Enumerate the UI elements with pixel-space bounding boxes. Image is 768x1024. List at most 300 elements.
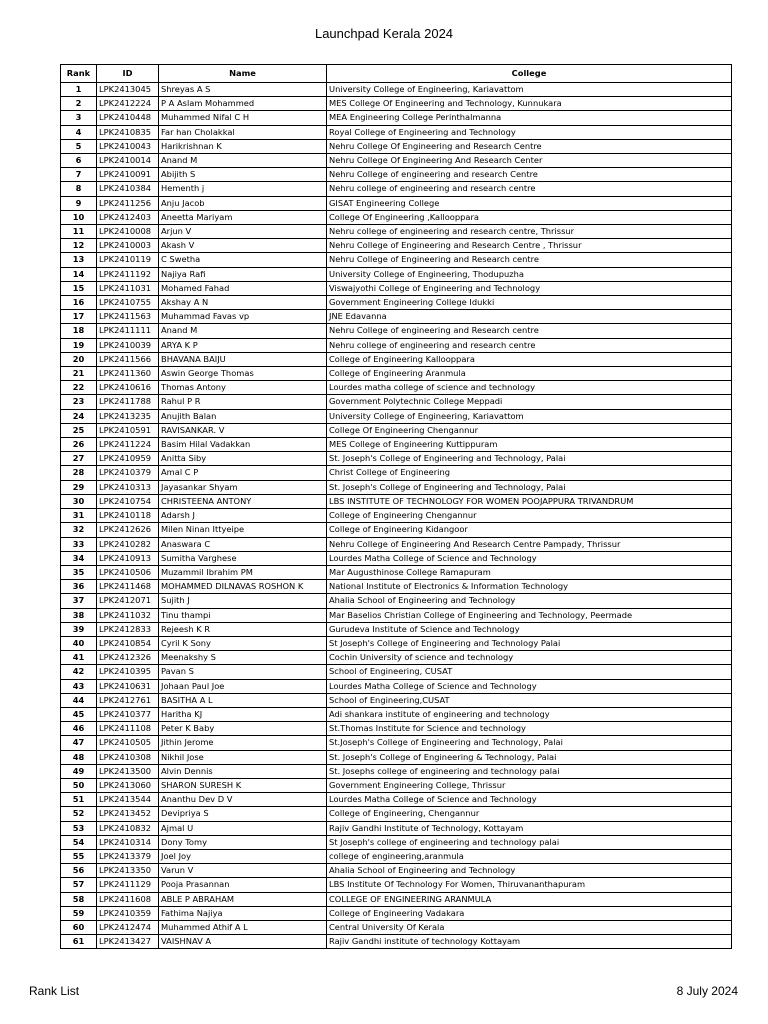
cell-college: Ahalia School of Engineering and Technology <box>327 864 732 878</box>
table-row <box>61 296 732 310</box>
table-row <box>61 281 732 295</box>
cell-name: Pavan S <box>159 665 327 679</box>
cell-rank: 9 <box>61 196 97 210</box>
cell-name: Varun V <box>159 864 327 878</box>
cell-college: St. Josephs college of engineering and technology palai <box>327 764 732 778</box>
cell-id: LPK2413045 <box>97 83 159 97</box>
table-row <box>61 651 732 665</box>
cell-id: LPK2410754 <box>97 494 159 508</box>
cell-rank: 1 <box>61 83 97 97</box>
cell-rank: 26 <box>61 438 97 452</box>
table-row <box>61 310 732 324</box>
cell-college: Rajiv Gandhi institute of technology Kottayam <box>327 935 732 949</box>
table-row <box>61 168 732 182</box>
cell-name: Jayasankar Shyam <box>159 480 327 494</box>
cell-college: University College of Engineering, Kariavattom <box>327 409 732 423</box>
cell-id: LPK2410379 <box>97 466 159 480</box>
cell-college: St. Joseph's College of Engineering & Technology, Palai <box>327 750 732 764</box>
cell-name: MOHAMMED DILNAVAS ROSHON K <box>159 580 327 594</box>
cell-college: Cochin University of science and technology <box>327 651 732 665</box>
cell-rank: 3 <box>61 111 97 125</box>
cell-rank: 51 <box>61 793 97 807</box>
cell-college: Nehru College Of Engineering And Research Center <box>327 154 732 168</box>
table-row <box>61 594 732 608</box>
cell-id: LPK2410832 <box>97 821 159 835</box>
cell-name: C Swetha <box>159 253 327 267</box>
cell-college: St Joseph's college of engineering and technology palai <box>327 835 732 849</box>
table-row <box>61 196 732 210</box>
cell-id: LPK2411788 <box>97 395 159 409</box>
table-row <box>61 864 732 878</box>
cell-rank: 52 <box>61 807 97 821</box>
cell-name: Ajmal U <box>159 821 327 835</box>
table-row <box>61 423 732 437</box>
cell-name: Pooja Prasannan <box>159 878 327 892</box>
cell-college: Nehru college of engineering and research centre <box>327 182 732 196</box>
table-row <box>61 707 732 721</box>
cell-college: LBS Institute Of Technology For Women, Thiruvananthapuram <box>327 878 732 892</box>
cell-rank: 56 <box>61 864 97 878</box>
cell-rank: 48 <box>61 750 97 764</box>
cell-id: LPK2413427 <box>97 935 159 949</box>
table-row <box>61 182 732 196</box>
cell-college: MES College of Engineering Kuttippuram <box>327 438 732 452</box>
cell-rank: 24 <box>61 409 97 423</box>
cell-id: LPK2410014 <box>97 154 159 168</box>
table-row <box>61 565 732 579</box>
cell-rank: 50 <box>61 778 97 792</box>
cell-id: LPK2410913 <box>97 551 159 565</box>
cell-id: LPK2411360 <box>97 367 159 381</box>
cell-college: University College of Engineering, Kariavattom <box>327 83 732 97</box>
cell-rank: 46 <box>61 722 97 736</box>
cell-college: College of Engineering Kidangoor <box>327 523 732 537</box>
cell-id: LPK2410591 <box>97 423 159 437</box>
cell-rank: 58 <box>61 892 97 906</box>
cell-rank: 57 <box>61 878 97 892</box>
cell-id: LPK2412403 <box>97 210 159 224</box>
cell-rank: 13 <box>61 253 97 267</box>
cell-rank: 14 <box>61 267 97 281</box>
table-row <box>61 679 732 693</box>
table-row <box>61 807 732 821</box>
table-row <box>61 920 732 934</box>
cell-name: Ananthu Dev D V <box>159 793 327 807</box>
cell-name: ABLE P ABRAHAM <box>159 892 327 906</box>
cell-id: LPK2411224 <box>97 438 159 452</box>
header-college: College <box>327 65 732 83</box>
cell-name: SHARON SURESH K <box>159 778 327 792</box>
cell-college: Lourdes matha college of science and technology <box>327 381 732 395</box>
cell-id: LPK2411129 <box>97 878 159 892</box>
table-row <box>61 324 732 338</box>
cell-name: Rahul P R <box>159 395 327 409</box>
cell-name: Devipriya S <box>159 807 327 821</box>
cell-id: LPK2411031 <box>97 281 159 295</box>
cell-name: Nikhil Jose <box>159 750 327 764</box>
cell-id: LPK2410043 <box>97 139 159 153</box>
cell-college: COLLEGE OF ENGINEERING ARANMULA <box>327 892 732 906</box>
cell-name: Hementh j <box>159 182 327 196</box>
rank-list-table <box>60 64 732 949</box>
cell-college: Lourdes Matha College of Science and Technology <box>327 551 732 565</box>
cell-rank: 20 <box>61 352 97 366</box>
cell-name: RAVISANKAR. V <box>159 423 327 437</box>
cell-id: LPK2413235 <box>97 409 159 423</box>
cell-rank: 53 <box>61 821 97 835</box>
cell-id: LPK2412626 <box>97 523 159 537</box>
cell-id: LPK2410308 <box>97 750 159 764</box>
cell-college: Government Polytechnic College Meppadi <box>327 395 732 409</box>
cell-name: Muhammad Favas vp <box>159 310 327 324</box>
table-row <box>61 466 732 480</box>
cell-college: college of engineering,aranmula <box>327 849 732 863</box>
cell-rank: 45 <box>61 707 97 721</box>
cell-id: LPK2413452 <box>97 807 159 821</box>
cell-name: Peter K Baby <box>159 722 327 736</box>
cell-rank: 5 <box>61 139 97 153</box>
cell-rank: 47 <box>61 736 97 750</box>
cell-id: LPK2411192 <box>97 267 159 281</box>
table-row <box>61 352 732 366</box>
cell-rank: 21 <box>61 367 97 381</box>
cell-college: College of Engineering Aranmula <box>327 367 732 381</box>
cell-id: LPK2410506 <box>97 565 159 579</box>
table-row <box>61 906 732 920</box>
cell-college: College of Engineering Kallooppara <box>327 352 732 366</box>
table-row <box>61 537 732 551</box>
table-row <box>61 409 732 423</box>
cell-id: LPK2411566 <box>97 352 159 366</box>
cell-rank: 27 <box>61 452 97 466</box>
table-row <box>61 523 732 537</box>
cell-id: LPK2411608 <box>97 892 159 906</box>
cell-rank: 25 <box>61 423 97 437</box>
cell-college: MEA Engineering College Perinthalmanna <box>327 111 732 125</box>
table-row <box>61 139 732 153</box>
cell-rank: 16 <box>61 296 97 310</box>
cell-rank: 34 <box>61 551 97 565</box>
cell-rank: 4 <box>61 125 97 139</box>
table-row <box>61 736 732 750</box>
cell-rank: 30 <box>61 494 97 508</box>
cell-rank: 44 <box>61 693 97 707</box>
cell-name: Muhammed Athif A L <box>159 920 327 934</box>
cell-college: National Institute of Electronics & Information Technology <box>327 580 732 594</box>
cell-college: Royal College of Engineering and Technology <box>327 125 732 139</box>
cell-id: LPK2410448 <box>97 111 159 125</box>
table-row <box>61 381 732 395</box>
cell-id: LPK2410854 <box>97 636 159 650</box>
table-row <box>61 97 732 111</box>
cell-college: Mar Augusthinose College Ramapuram <box>327 565 732 579</box>
cell-college: Nehru college of engineering and research centre <box>327 338 732 352</box>
cell-name: Alvin Dennis <box>159 764 327 778</box>
cell-id: LPK2410755 <box>97 296 159 310</box>
cell-name: Fathima Najiya <box>159 906 327 920</box>
table-row <box>61 125 732 139</box>
table-row <box>61 438 732 452</box>
cell-rank: 19 <box>61 338 97 352</box>
table-row <box>61 793 732 807</box>
cell-id: LPK2410616 <box>97 381 159 395</box>
cell-rank: 11 <box>61 225 97 239</box>
cell-college: Adi shankara institute of engineering and technology <box>327 707 732 721</box>
cell-id: LPK2412326 <box>97 651 159 665</box>
cell-name: Akash V <box>159 239 327 253</box>
cell-name: Meenakshy S <box>159 651 327 665</box>
cell-name: P A Aslam Mohammed <box>159 97 327 111</box>
table-row <box>61 778 732 792</box>
cell-rank: 42 <box>61 665 97 679</box>
cell-name: Anand M <box>159 154 327 168</box>
table-header-row <box>61 65 732 83</box>
cell-id: LPK2412833 <box>97 622 159 636</box>
table-row <box>61 210 732 224</box>
cell-name: Cyril K Sony <box>159 636 327 650</box>
cell-college: St. Joseph's College of Engineering and Technology, Palai <box>327 480 732 494</box>
table-row <box>61 622 732 636</box>
cell-name: Shreyas A S <box>159 83 327 97</box>
cell-id: LPK2410118 <box>97 509 159 523</box>
cell-college: Lourdes Matha College of Science and Technology <box>327 679 732 693</box>
cell-college: University College of Engineering, Thodupuzha <box>327 267 732 281</box>
cell-college: Nehru College of Engineering And Research Centre Pampady, Thrissur <box>327 537 732 551</box>
cell-id: LPK2411468 <box>97 580 159 594</box>
cell-id: LPK2413500 <box>97 764 159 778</box>
table-row <box>61 239 732 253</box>
cell-rank: 60 <box>61 920 97 934</box>
cell-name: ARYA K P <box>159 338 327 352</box>
cell-name: Sujith J <box>159 594 327 608</box>
cell-id: LPK2410359 <box>97 906 159 920</box>
table-row <box>61 835 732 849</box>
footer-label: Rank List <box>29 984 80 998</box>
cell-name: BASITHA A L <box>159 693 327 707</box>
cell-rank: 40 <box>61 636 97 650</box>
cell-name: Joel Joy <box>159 849 327 863</box>
table-row <box>61 693 732 707</box>
cell-id: LPK2412224 <box>97 97 159 111</box>
cell-name: BHAVANA BAIJU <box>159 352 327 366</box>
cell-name: Abijith S <box>159 168 327 182</box>
cell-college: GISAT Engineering College <box>327 196 732 210</box>
cell-college: School of Engineering, CUSAT <box>327 665 732 679</box>
cell-id: LPK2410314 <box>97 835 159 849</box>
cell-id: LPK2410835 <box>97 125 159 139</box>
cell-rank: 54 <box>61 835 97 849</box>
cell-college: St.Thomas Institute for Science and technology <box>327 722 732 736</box>
table-row <box>61 367 732 381</box>
cell-name: Haritha KJ <box>159 707 327 721</box>
cell-college: Ahalia School of Engineering and Technology <box>327 594 732 608</box>
table-row <box>61 821 732 835</box>
cell-name: Anju Jacob <box>159 196 327 210</box>
cell-rank: 23 <box>61 395 97 409</box>
cell-college: Nehru College of engineering and research Centre <box>327 168 732 182</box>
cell-rank: 33 <box>61 537 97 551</box>
cell-name: Muzammil Ibrahim PM <box>159 565 327 579</box>
cell-name: Anand M <box>159 324 327 338</box>
cell-id: LPK2411256 <box>97 196 159 210</box>
cell-name: Tinu thampi <box>159 608 327 622</box>
cell-name: Mohamed Fahad <box>159 281 327 295</box>
cell-college: Rajiv Gandhi Institute of Technology, Kottayam <box>327 821 732 835</box>
cell-college: MES College Of Engineering and Technology, Kunnukara <box>327 97 732 111</box>
cell-rank: 61 <box>61 935 97 949</box>
cell-college: St Joseph's College of Engineering and Technology Palai <box>327 636 732 650</box>
cell-name: Adarsh J <box>159 509 327 523</box>
cell-rank: 15 <box>61 281 97 295</box>
table-row <box>61 608 732 622</box>
cell-college: Nehru college of engineering and research centre, Thrissur <box>327 225 732 239</box>
cell-name: Najiya Rafi <box>159 267 327 281</box>
cell-name: Harikrishnan K <box>159 139 327 153</box>
cell-rank: 37 <box>61 594 97 608</box>
cell-name: Aswin George Thomas <box>159 367 327 381</box>
cell-name: Aneetta Mariyam <box>159 210 327 224</box>
cell-rank: 59 <box>61 906 97 920</box>
cell-id: LPK2413060 <box>97 778 159 792</box>
cell-id: LPK2413379 <box>97 849 159 863</box>
cell-rank: 6 <box>61 154 97 168</box>
table-row <box>61 849 732 863</box>
cell-college: College of Engineering Vadakara <box>327 906 732 920</box>
cell-college: Nehru College of engineering and Research centre <box>327 324 732 338</box>
cell-id: LPK2413544 <box>97 793 159 807</box>
table-row <box>61 395 732 409</box>
cell-id: LPK2410631 <box>97 679 159 693</box>
table-row <box>61 338 732 352</box>
header-id: ID <box>97 65 159 83</box>
cell-id: LPK2410505 <box>97 736 159 750</box>
cell-name: Rejeesh K R <box>159 622 327 636</box>
cell-rank: 12 <box>61 239 97 253</box>
cell-name: Basim Hilal Vadakkan <box>159 438 327 452</box>
cell-college: College Of Engineering Chengannur <box>327 423 732 437</box>
cell-rank: 43 <box>61 679 97 693</box>
cell-rank: 35 <box>61 565 97 579</box>
cell-rank: 2 <box>61 97 97 111</box>
cell-college: School of Engineering,CUSAT <box>327 693 732 707</box>
table-row <box>61 480 732 494</box>
cell-id: LPK2412761 <box>97 693 159 707</box>
cell-id: LPK2410003 <box>97 239 159 253</box>
cell-college: Mar Baselios Christian College of Engineering and Technology, Peermade <box>327 608 732 622</box>
cell-id: LPK2413350 <box>97 864 159 878</box>
cell-college: Gurudeva Institute of Science and Technology <box>327 622 732 636</box>
cell-id: LPK2410377 <box>97 707 159 721</box>
cell-rank: 39 <box>61 622 97 636</box>
cell-name: Anaswara C <box>159 537 327 551</box>
cell-id: LPK2410313 <box>97 480 159 494</box>
cell-id: LPK2412474 <box>97 920 159 934</box>
table-row <box>61 551 732 565</box>
cell-id: LPK2412071 <box>97 594 159 608</box>
table-row <box>61 636 732 650</box>
cell-college: College of Engineering Chengannur <box>327 509 732 523</box>
cell-rank: 28 <box>61 466 97 480</box>
cell-name: Arjun V <box>159 225 327 239</box>
table-row <box>61 580 732 594</box>
cell-name: Amal C P <box>159 466 327 480</box>
table-row <box>61 225 732 239</box>
table-row <box>61 892 732 906</box>
cell-name: Far han Cholakkal <box>159 125 327 139</box>
table-row <box>61 878 732 892</box>
cell-college: College Of Engineering ,Kallooppara <box>327 210 732 224</box>
cell-name: Muhammed Nifal C H <box>159 111 327 125</box>
header-rank: Rank <box>61 65 97 83</box>
cell-name: VAISHNAV A <box>159 935 327 949</box>
cell-rank: 17 <box>61 310 97 324</box>
table-row <box>61 494 732 508</box>
cell-name: Johaan Paul Joe <box>159 679 327 693</box>
cell-college: Government Engineering College Idukki <box>327 296 732 310</box>
footer-date: 8 July 2024 <box>676 984 738 998</box>
cell-id: LPK2411111 <box>97 324 159 338</box>
cell-college: LBS INSTITUTE OF TECHNOLOGY FOR WOMEN POOJAPPURA TRIVANDRUM <box>327 494 732 508</box>
table-row <box>61 83 732 97</box>
cell-rank: 10 <box>61 210 97 224</box>
cell-rank: 29 <box>61 480 97 494</box>
cell-id: LPK2410282 <box>97 537 159 551</box>
cell-name: Thomas Antony <box>159 381 327 395</box>
cell-name: Anujith Balan <box>159 409 327 423</box>
table-row <box>61 750 732 764</box>
cell-college: College of Engineering, Chengannur <box>327 807 732 821</box>
cell-rank: 36 <box>61 580 97 594</box>
table-row <box>61 267 732 281</box>
cell-id: LPK2410091 <box>97 168 159 182</box>
table-row <box>61 764 732 778</box>
cell-rank: 41 <box>61 651 97 665</box>
cell-rank: 7 <box>61 168 97 182</box>
cell-id: LPK2410959 <box>97 452 159 466</box>
table-row <box>61 509 732 523</box>
cell-rank: 49 <box>61 764 97 778</box>
cell-rank: 18 <box>61 324 97 338</box>
cell-rank: 31 <box>61 509 97 523</box>
cell-college: Christ College of Engineering <box>327 466 732 480</box>
cell-id: LPK2410384 <box>97 182 159 196</box>
cell-college: Nehru College of Engineering and Research Centre , Thrissur <box>327 239 732 253</box>
cell-name: CHRISTEENA ANTONY <box>159 494 327 508</box>
cell-college: St.Joseph's College of Engineering and Technology, Palai <box>327 736 732 750</box>
table-row <box>61 253 732 267</box>
cell-college: Lourdes Matha College of Science and Technology <box>327 793 732 807</box>
table-row <box>61 111 732 125</box>
cell-college: Government Engineering College, Thrissur <box>327 778 732 792</box>
table-row <box>61 154 732 168</box>
cell-rank: 8 <box>61 182 97 196</box>
table-row <box>61 935 732 949</box>
header-name: Name <box>159 65 327 83</box>
cell-rank: 22 <box>61 381 97 395</box>
cell-id: LPK2411108 <box>97 722 159 736</box>
cell-id: LPK2411563 <box>97 310 159 324</box>
cell-college: JNE Edavanna <box>327 310 732 324</box>
cell-id: LPK2410395 <box>97 665 159 679</box>
table-row <box>61 452 732 466</box>
cell-name: Milen Ninan Ittyeipe <box>159 523 327 537</box>
document-title: Launchpad Kerala 2024 <box>314 26 454 41</box>
table-body <box>61 83 732 949</box>
cell-college: Nehru College of Engineering and Research centre <box>327 253 732 267</box>
cell-id: LPK2411032 <box>97 608 159 622</box>
cell-id: LPK2410008 <box>97 225 159 239</box>
cell-name: Akshay A N <box>159 296 327 310</box>
